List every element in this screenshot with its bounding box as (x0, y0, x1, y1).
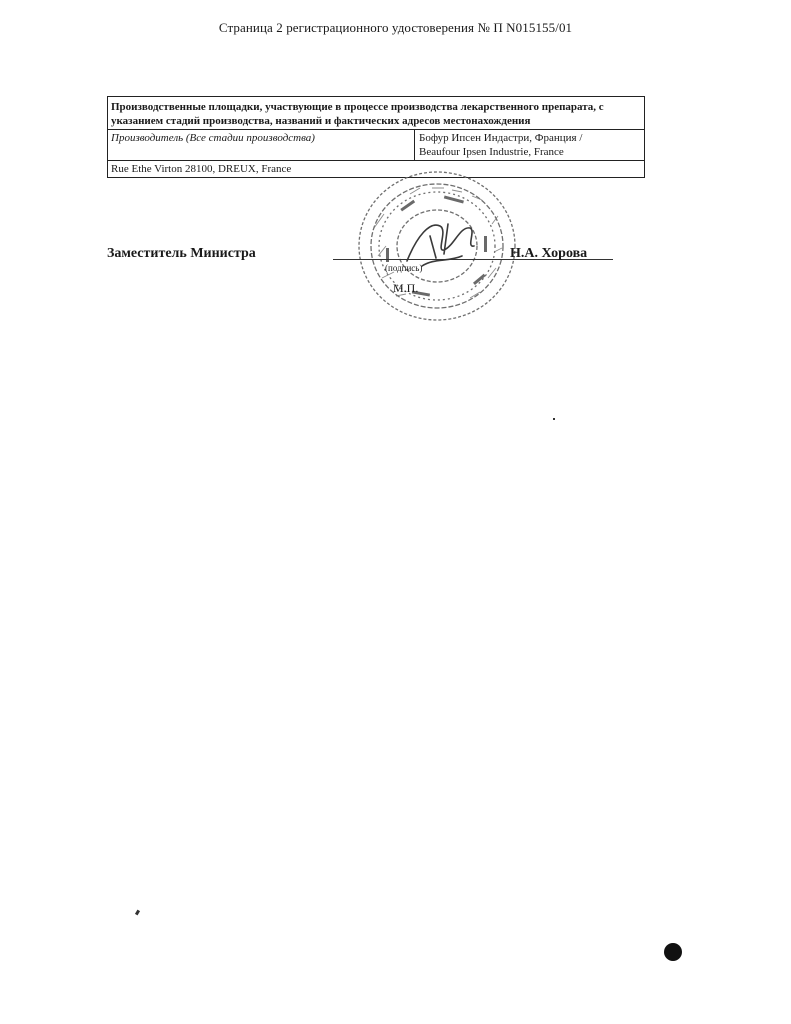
manufacturer-row (108, 130, 645, 161)
punch-hole-mark (664, 943, 682, 961)
manufacturer-cell (415, 130, 645, 161)
signature-caption: (подпись) (385, 263, 423, 273)
deputy-minister-title: Заместитель Министра (107, 246, 256, 261)
manufacturer-name-ru: Бофур Ипсен Индастри, Франция / (419, 132, 583, 144)
manufacturer-name-en: Beaufour Ipsen Industrie, France (419, 146, 564, 158)
scan-speck (135, 910, 140, 916)
address-cell: Rue Ethe Virton 28100, DREUX, France (108, 161, 645, 178)
role-cell: Производитель (Все стадии производства) (108, 130, 415, 161)
signatory-name: Н.А. Хорова (510, 246, 588, 261)
scan-speck (553, 418, 555, 420)
seal-place-label: М.П. (393, 281, 419, 295)
table-heading-row (108, 97, 645, 130)
table-heading: Производственные площадки, участвующие в процессе производства лекарственного препарата, с указанием стадий производства, названий и фактических адресов местонахождения (108, 97, 645, 130)
page-header: Страница 2 регистрационного удостоверения № П N015155/01 (218, 20, 573, 35)
signature-block (107, 246, 597, 266)
